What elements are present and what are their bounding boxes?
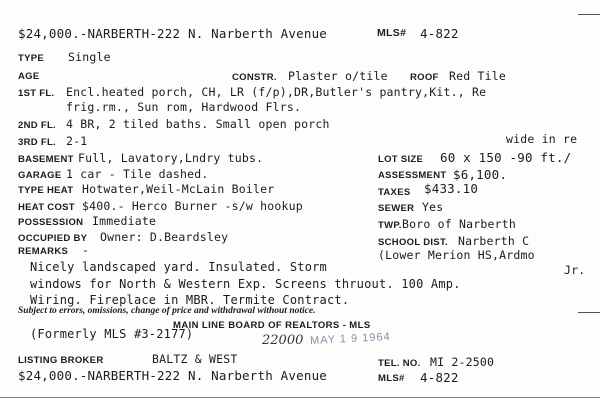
assessment-value: $6,100. [453, 167, 508, 182]
garage-label: GARAGE [18, 170, 62, 181]
formerly-mls-note: (Formerly MLS #3-2177) [30, 327, 194, 341]
second-floor-value: 4 BR, 2 tiled baths. Small open porch [66, 117, 330, 131]
tel-no-value: MI 2-2500 [430, 355, 495, 369]
school-dist-value-line2: (Lower Merion HS,Ardmo [378, 248, 535, 262]
footer-mls-number: 4-822 [420, 370, 459, 385]
type-heat-label: TYPE HEAT [18, 185, 74, 196]
lot-size-label: LOT SIZE [378, 154, 424, 165]
roof-label: ROOF [410, 72, 439, 83]
twp-label: TWP. [378, 220, 402, 231]
footer-price-address: $24,000.-NARBERTH-222 N. Narberth Avenue [18, 368, 328, 383]
heat-cost-value: $400.- Herco Burner -s/w hookup [82, 199, 303, 213]
garage-value: 1 car - Tile dashed. [66, 167, 209, 181]
possession-label: POSSESSION [18, 217, 84, 228]
age-label: AGE [18, 71, 40, 82]
school-dist-label: SCHOOL DIST. [378, 237, 448, 248]
remarks-label: REMARKS [18, 246, 69, 257]
sewer-value: Yes [422, 200, 444, 214]
occupied-by-label: OCCUPIED BY [18, 233, 88, 244]
right-edge-tick-2 [578, 312, 600, 313]
possession-value: Immediate [92, 214, 157, 228]
lot-size-value: 60 x 150 -90 ft./ [440, 150, 572, 165]
twp-value: Boro of Narberth [402, 217, 516, 231]
received-date-stamp: MAY 1 9 1964 [309, 330, 391, 348]
right-edge-tick [578, 14, 600, 15]
type-label: TYPE [18, 53, 45, 64]
remarks-dash: - [82, 243, 90, 257]
bottom-edge [0, 397, 600, 398]
first-floor-label: 1ST FL. [18, 88, 55, 99]
sewer-label: SEWER [378, 203, 415, 214]
school-dist-value-line3: Jr. [564, 263, 586, 277]
third-floor-label: 3RD FL. [18, 137, 56, 148]
type-heat-value: Hotwater,Weil-McLain Boiler [82, 182, 275, 196]
header-mls-number: 4-822 [420, 26, 459, 41]
lot-wide-in-rear: wide in re [506, 132, 578, 146]
heat-cost-label: HEAT COST [18, 202, 75, 213]
listing-broker-label: LISTING BROKER [18, 355, 104, 366]
footer-mls-label: MLS# [378, 373, 405, 384]
school-dist-value: Narberth C [458, 234, 530, 248]
constr-label: CONSTR. [232, 72, 277, 83]
taxes-label: TAXES [378, 187, 411, 198]
second-floor-label: 2ND FL. [18, 120, 56, 131]
header-price-address: $24,000.-NARBERTH-222 N. Narberth Avenue [18, 26, 328, 41]
remarks-line-1: Nicely landscaped yard. Insulated. Storm [30, 260, 327, 274]
remarks-line-3: Wiring. Fireplace in MBR. Termite Contract. [30, 293, 350, 307]
handwritten-stamp-number: 22000 [262, 333, 304, 348]
header-mls-label: MLS# [377, 27, 407, 39]
first-floor-value-line1: Encl.heated porch, CH, LR (f/p),DR,Butler's pantry,Kit., Re [66, 85, 487, 99]
third-floor-value: 2-1 [66, 134, 88, 148]
remarks-line-2: windows for North & Western Exp. Screens thruout. 100 Amp. [30, 277, 461, 291]
occupied-by-value: Owner: D.Beardsley [100, 230, 229, 244]
taxes-value: $433.10 [424, 181, 479, 196]
first-floor-value-line2: frig.rm., Sun rom, Hardwood Flrs. [66, 100, 302, 114]
tel-no-label: TEL. NO. [378, 358, 421, 369]
listing-broker-value: BALTZ & WEST [152, 352, 238, 366]
basement-value: Full, Lavatory,Lndry tubs. [78, 151, 264, 165]
board-name: MAIN LINE BOARD OF REALTORS - MLS [173, 320, 371, 331]
basement-label: BASEMENT [18, 154, 74, 165]
roof-value: Red Tile [449, 69, 506, 83]
disclaimer-text: Subject to errors, omissions, change of price and withdrawal without notice. [18, 306, 316, 316]
constr-value: Plaster o/tile [288, 69, 388, 83]
type-value: Single [68, 50, 111, 64]
assessment-label: ASSESSMENT [378, 170, 447, 181]
